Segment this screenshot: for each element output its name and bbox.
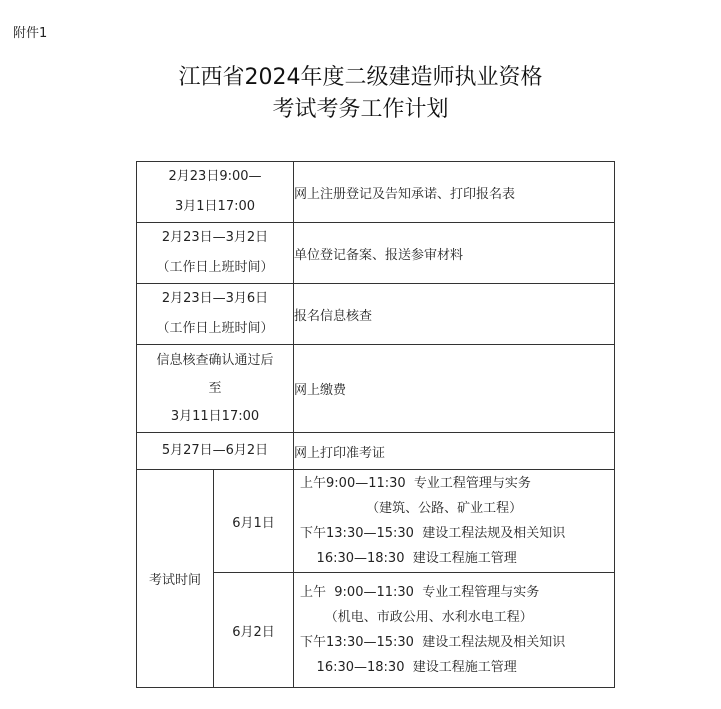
table-row xyxy=(137,345,615,433)
table-row xyxy=(137,223,615,284)
exam-line: 下午13:30—15:30 建设工程法规及相关知识 xyxy=(300,526,566,541)
table-row xyxy=(137,284,615,345)
exam-schedule-cell xyxy=(294,573,615,688)
time-cell xyxy=(137,162,294,223)
title-line-1: 江西省2024年度二级建造师执业资格 xyxy=(178,65,543,90)
title-line-2: 考试考务工作计划 xyxy=(272,97,449,122)
time-line: 3月11日17:00 xyxy=(170,408,260,424)
time-cell xyxy=(137,345,294,433)
table-row xyxy=(137,433,615,470)
task-cell: 网上注册登记及告知承诺、打印报名表 xyxy=(294,162,615,223)
exam-time-label: 考试时间 xyxy=(137,470,214,688)
schedule-table xyxy=(136,161,615,688)
task-cell: 网上打印准考证 xyxy=(294,433,615,470)
exam-line: （建筑、公路、矿业工程） xyxy=(300,501,523,516)
table-row xyxy=(137,470,615,573)
time-line: 信息核查确认通过后 xyxy=(156,352,274,368)
exam-line: 下午13:30—15:30 建设工程法规及相关知识 xyxy=(300,635,566,650)
exam-line: 16:30—18:30 建设工程施工管理 xyxy=(300,660,517,675)
time-line: 至 xyxy=(208,380,222,396)
exam-line: 16:30—18:30 建设工程施工管理 xyxy=(300,551,517,566)
exam-line: 上午 9:00—11:30 专业工程管理与实务 xyxy=(300,585,540,600)
exam-date: 6月1日 xyxy=(214,470,294,573)
task-cell: 报名信息核查 xyxy=(294,284,615,345)
task-cell: 网上缴费 xyxy=(294,345,615,433)
time-line: 3月1日17:00 xyxy=(175,199,256,214)
time-line: 2月23日9:00— xyxy=(168,169,262,184)
document-title xyxy=(0,62,721,126)
exam-line: 上午9:00—11:30 专业工程管理与实务 xyxy=(300,476,531,491)
time-line: （工作日上班时间） xyxy=(156,321,274,336)
time-line: 2月23日—3月6日 xyxy=(161,291,269,306)
table-row xyxy=(137,162,615,223)
time-cell xyxy=(137,284,294,345)
exam-line: （机电、市政公用、水利水电工程） xyxy=(300,610,533,625)
exam-date: 6月2日 xyxy=(214,573,294,688)
attachment-label: 附件1 xyxy=(13,26,48,41)
time-line: （工作日上班时间） xyxy=(156,260,274,275)
time-cell xyxy=(137,433,294,470)
time-line: 2月23日—3月2日 xyxy=(161,230,269,245)
time-cell xyxy=(137,223,294,284)
exam-schedule-cell xyxy=(294,470,615,573)
time-line: 5月27日—6月2日 xyxy=(161,443,269,458)
task-cell: 单位登记备案、报送参审材料 xyxy=(294,223,615,284)
